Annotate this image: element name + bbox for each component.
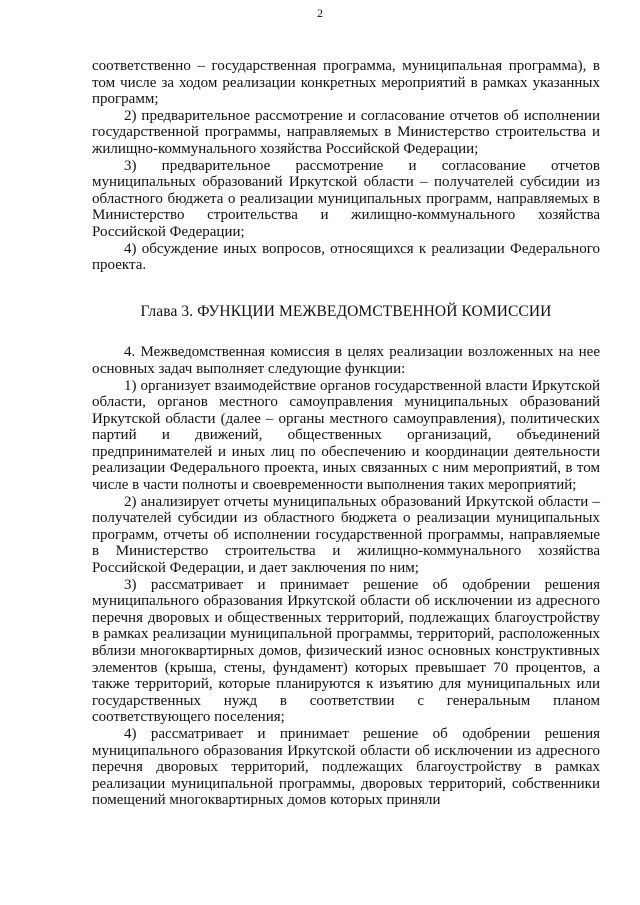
chapter-title: Глава 3. ФУНКЦИИ МЕЖВЕДОМСТВЕННОЙ КОМИССИИ [140, 302, 552, 320]
page-number: 2 [317, 6, 323, 20]
paragraph-item-3: 3) предварительное рассмотрение и согласование отчетов муниципальных образований Иркутской области – получателей субсидии из областного бюджета о реализации муниципальных программ, направляемых в Министерство строительства и жилищно-коммунального хозяйства Российской Федерации; [92, 157, 600, 240]
paragraph-functions-intro: 4. Межведомственная комиссия в целях реализации возложенных на нее основных задач выполняет следующие функции: [92, 344, 600, 377]
paragraph-function-4: 4) рассматривает и принимает решение об одобрении решения муниципального образования Иркутской области об исключении из адресного перечня дворовых территорий, подлежащих благоустройству в рамках реализации муниципальной программы, дворовых территорий, собственники помещений многоквартирных домов которых приняли [92, 725, 600, 809]
paragraph-function-1: 1) организует взаимодействие органов государственной власти Иркутской области, органов местного самоуправления муниципальных образований Иркутской области (далее – органы местного самоуправления), политических партий и движений, общественных организаций, объединений предпринимателей и иных лиц по обеспечению и координации деятельности реализации Федерального проекта, иных связанных с ним мероприятий, в том числе в части полноты и своевременности выполнения таких мероприятий; [92, 377, 600, 494]
document-body [92, 58, 600, 809]
paragraph-item-4: 4) обсуждение иных вопросов, относящихся к реализации Федерального проекта. [92, 240, 600, 274]
paragraph-continuation: соответственно – государственная программа, муниципальная программа), в том числе за ходом реализации конкретных мероприятий в рамках указанных программ; [92, 58, 600, 108]
paragraph-item-2: 2) предварительное рассмотрение и согласование отчетов об исполнении государственной программы, направляемых в Министерство строительства и жилищно-коммунального хозяйства Российской Федерации; [92, 107, 600, 157]
paragraph-function-3: 3) рассматривает и принимает решение об одобрении решения муниципального образования Иркутской области об исключении из адресного перечня дворовых и общественных территорий, подлежащих благоустройству в рамках реализации муниципальной программы, территорий, расположенных вблизи многоквартирных домов, физический износ основных конструктивных элементов (крыша, стены, фундамент) которых превышает 70 процентов, а также территорий, которые планируются к изъятию для муниципальных или государственных нужд в соответствии с генеральным планом соответствующего поселения; [92, 576, 600, 726]
paragraph-function-2: 2) анализирует отчеты муниципальных образований Иркутской области – получателей субсидии из областного бюджета о реализации муниципальных программ, отчеты об исполнении государственной программы, направляемые в Министерство строительства и жилищно-коммунального хозяйства Российской Федерации, и дает заключения по ним; [92, 493, 600, 577]
